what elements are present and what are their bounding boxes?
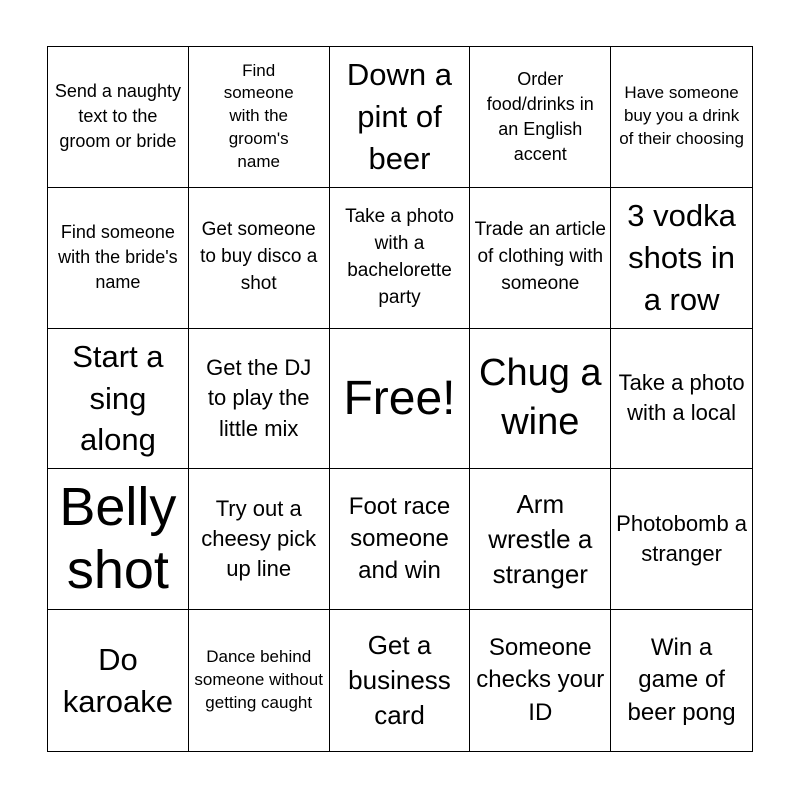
cell-text: Foot race someone and win xyxy=(348,492,451,585)
bingo-cell[interactable] xyxy=(611,188,752,329)
cell-text: Have someone buy you a drink of their choosing xyxy=(619,83,744,149)
bingo-cell[interactable] xyxy=(189,47,330,188)
cell-text: Get a business card xyxy=(348,629,451,731)
cell-text: Win a game of beer pong xyxy=(627,634,736,726)
bingo-cell[interactable] xyxy=(470,47,611,188)
bingo-cell[interactable] xyxy=(189,469,330,610)
bingo-cell[interactable] xyxy=(611,329,752,470)
bingo-cell[interactable] xyxy=(189,329,330,470)
cell-text: Take a photo with a bachelorette party xyxy=(345,205,454,308)
bingo-cell[interactable] xyxy=(611,469,752,610)
bingo-cell[interactable] xyxy=(330,610,471,751)
cell-text: Belly shot xyxy=(59,476,177,601)
cell-text: Dance behind someone without getting caught xyxy=(194,647,323,713)
cell-text: Order food/drinks in an English accent xyxy=(486,68,594,165)
cell-text: Try out a cheesy pick up line xyxy=(201,495,317,582)
cell-text: Someone checks your ID xyxy=(476,634,605,726)
cell-text: Find someone with the groom's name xyxy=(223,60,294,172)
cell-text: Take a photo with a local xyxy=(618,370,745,426)
cell-text: Send a naughty text to the groom or bride xyxy=(54,81,181,152)
bingo-cell[interactable] xyxy=(189,188,330,329)
bingo-cell[interactable] xyxy=(48,469,189,610)
cell-text: Do karoake xyxy=(62,641,174,719)
bingo-cell[interactable] xyxy=(611,610,752,751)
bingo-cell[interactable] xyxy=(330,188,471,329)
bingo-cell[interactable] xyxy=(48,188,189,329)
bingo-cell[interactable] xyxy=(470,188,611,329)
bingo-cell[interactable] xyxy=(330,47,471,188)
cell-text: Photobomb a stranger xyxy=(616,510,748,567)
bingo-cell[interactable] xyxy=(470,610,611,751)
bingo-cell[interactable] xyxy=(48,610,189,751)
bingo-cell[interactable] xyxy=(48,329,189,470)
cell-text: Find someone with the bride's name xyxy=(58,221,178,293)
bingo-cell[interactable] xyxy=(48,47,189,188)
bingo-cell[interactable] xyxy=(611,47,752,188)
cell-text: Start a sing along xyxy=(72,338,164,458)
cell-text: Chug a wine xyxy=(479,352,602,444)
bingo-cell[interactable] xyxy=(470,469,611,610)
bingo-cell[interactable] xyxy=(189,610,330,751)
bingo-card xyxy=(47,46,753,752)
bingo-cell[interactable] xyxy=(470,329,611,470)
bingo-cell-free[interactable] xyxy=(330,329,471,470)
cell-text: Down a pint of beer xyxy=(346,57,453,176)
bingo-cell[interactable] xyxy=(330,469,471,610)
cell-text: Get someone to buy disco a shot xyxy=(200,219,318,295)
cell-text: Get the DJ to play the little mix xyxy=(206,354,312,441)
cell-text: 3 vodka shots in a row xyxy=(627,197,736,317)
cell-text: Arm wrestle a stranger xyxy=(488,488,593,589)
cell-text: Trade an article of clothing with someone xyxy=(474,219,606,295)
free-space-text: Free! xyxy=(343,371,456,425)
